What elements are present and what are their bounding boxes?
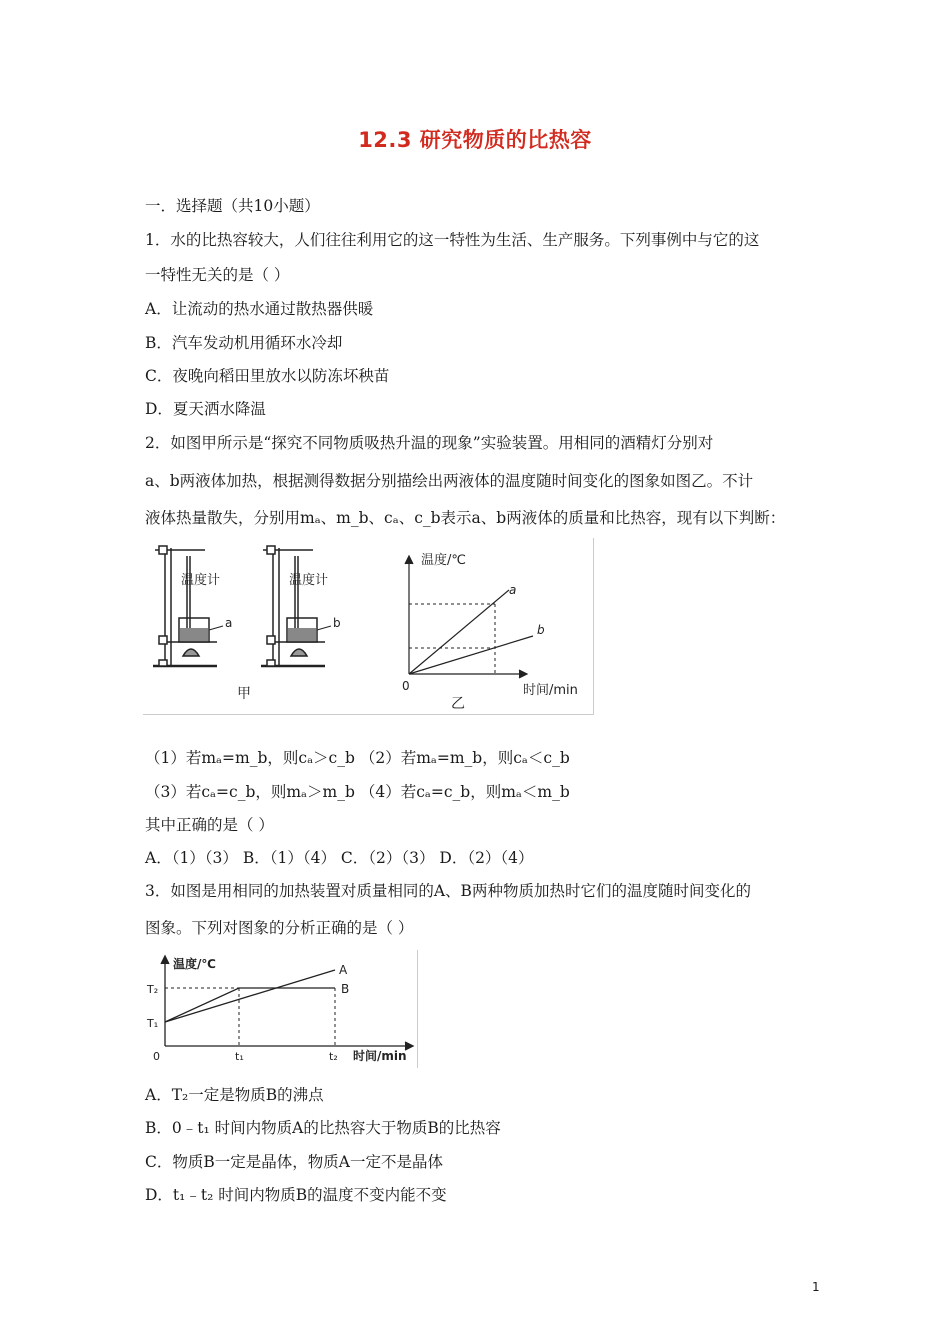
caption-jia: 甲 (237, 686, 251, 702)
q1-option-a: A．让流动的热水通过散热器供暖 (145, 300, 374, 318)
thermometer-label-b: 温度计 (289, 573, 329, 588)
graph-yi (405, 556, 533, 678)
q3-tick-t1: t₁ (235, 1050, 244, 1063)
q2-stem-line1: 2．如图甲所示是“探究不同物质吸热升温的现象”实验装置。用相同的酒精灯分别对 (145, 434, 714, 452)
q1-option-b: B．汽车发动机用循环水冷却 (145, 334, 343, 352)
q2-figure-svg (143, 538, 593, 714)
q3-line-b-label: B (341, 982, 350, 996)
q1-stem-line1: 1．水的比热容较大，人们往往利用它的这一特性为生活、生产服务。下列事例中与它的这 (145, 231, 760, 249)
thermometer-label-a: 温度计 (181, 573, 221, 588)
q3-figure (143, 950, 418, 1068)
q3-stem-line1: 3．如图是用相同的加热装置对质量相同的A、B两种物质加热时它们的温度随时间变化的 (145, 882, 751, 900)
liquid-a-label: a (225, 616, 233, 630)
q3-tick-t2: t₂ (329, 1050, 338, 1063)
q2-options: A．（1）（3） B．（1）（4） C．（2）（3） D．（2）（4） (145, 849, 534, 867)
q2-figure (143, 538, 594, 715)
q3-option-b: B．0﹣t₁ 时间内物质A的比热容大于物质B的比热容 (145, 1119, 501, 1137)
q3-line-b (165, 988, 335, 1022)
graph-line-b (409, 636, 533, 674)
q3-origin: 0 (153, 1050, 160, 1063)
q1-option-d: D．夏天洒水降温 (145, 400, 266, 418)
q2-ask: 其中正确的是（ ） (145, 816, 274, 834)
q3-y-label: 温度/℃ (173, 957, 216, 971)
q3-option-a: A．T₂一定是物质B的沸点 (145, 1086, 324, 1104)
graph-line-a-label: a (509, 583, 517, 597)
q3-option-d: D．t₁﹣t₂ 时间内物质B的温度不变内能不变 (145, 1186, 447, 1204)
q3-option-c: C．物质B一定是晶体，物质A一定不是晶体 (145, 1153, 443, 1171)
graph-x-label: 时间/min (523, 683, 578, 698)
q2-stem-line2: a、b两液体加热，根据测得数据分别描绘出两液体的温度随时间变化的图象如图乙。不计 (145, 472, 754, 490)
q1-stem-line2: 一特性无关的是（ ） (145, 266, 290, 284)
q3-stem-line2: 图象。下列对图象的分析正确的是（ ） (145, 919, 414, 937)
caption-yi: 乙 (451, 696, 465, 712)
graph-line-b-label: b (537, 623, 545, 637)
page-title: 12.3 研究物质的比热容 (358, 128, 592, 152)
q2-judge-line2: （3）若cₐ=c_b，则mₐ＞m_b （4）若cₐ=c_b，则mₐ＜m_b (145, 783, 570, 801)
apparatus-a (153, 546, 223, 666)
q2-judge-line1: （1）若mₐ=m_b，则cₐ＞c_b （2）若mₐ=m_b，则cₐ＜c_b (145, 749, 570, 767)
apparatus-b (261, 546, 331, 666)
section-heading: 一．选择题（共10小题） (145, 197, 320, 215)
q3-line-a-label: A (339, 963, 348, 977)
page-number: 1 (812, 1280, 820, 1294)
q3-t2-label: T₂ (147, 983, 159, 996)
q3-t1-label: T₁ (147, 1017, 159, 1030)
graph-line-a (409, 590, 509, 674)
liquid-b-label: b (333, 616, 341, 630)
q1-option-c: C．夜晚向稻田里放水以防冻坏秧苗 (145, 367, 390, 385)
q3-figure-svg (143, 950, 417, 1068)
graph-origin: 0 (402, 679, 410, 693)
q2-stem-line3: 液体热量散失，分别用mₐ、m_b、cₐ、c_b表示a、b两液体的质量和比热容，现有以下判断： (145, 509, 786, 527)
q3-x-label: 时间/min (353, 1049, 407, 1063)
graph-y-label: 温度/℃ (421, 553, 466, 568)
q3-line-a (165, 970, 335, 1022)
